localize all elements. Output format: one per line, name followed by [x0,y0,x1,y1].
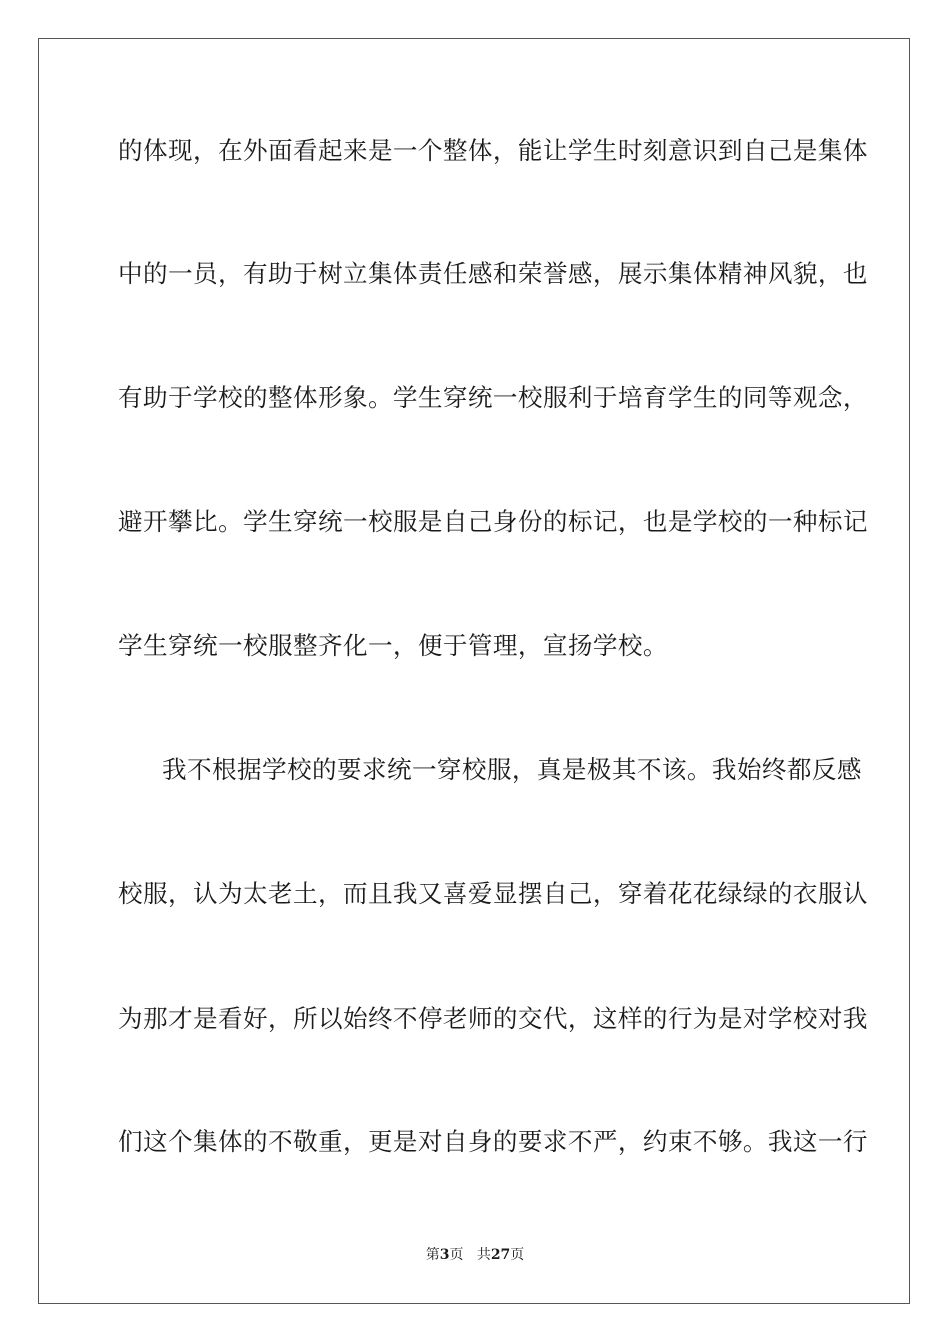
page-number: 3 [439,1247,450,1263]
page-suffix: 页 [449,1247,464,1263]
paragraph-line-7: 校服，认为太老土，而且我又喜爱显摆自己，穿着花花绿绿的衣服认 [118,879,868,908]
paragraph-line-3: 有助于学校的整体形象。学生穿统一校服利于培育学生的同等观念， [118,383,868,412]
paragraph-line-2: 中的一员，有助于树立集体责任感和荣誉感，展示集体精神风貌，也 [118,259,868,288]
paragraph-line-8: 为那才是看好，所以始终不停老师的交代，这样的行为是对学校对我 [118,1004,868,1033]
paragraph-line-4: 避开攀比。学生穿统一校服是自己身份的标记，也是学校的一种标记 [118,507,868,536]
paragraph-line-9: 们这个集体的不敬重，更是对自身的要求不严，约束不够。我这一行 [118,1127,868,1156]
total-prefix: 共 [476,1247,491,1263]
page-prefix: 第 [425,1247,440,1263]
total-pages: 27 [490,1247,511,1263]
paragraph-line-5: 学生穿统一校服整齐化一，便于管理，宣扬学校。 [118,631,668,660]
page-border [38,38,910,1304]
total-suffix: 页 [510,1247,525,1263]
paragraph-line-6: 我不根据学校的要求统一穿校服，真是极其不该。我始终都反感 [162,755,862,784]
page-footer [0,1246,950,1264]
paragraph-line-1: 的体现，在外面看起来是一个整体，能让学生时刻意识到自己是集体 [118,136,868,165]
